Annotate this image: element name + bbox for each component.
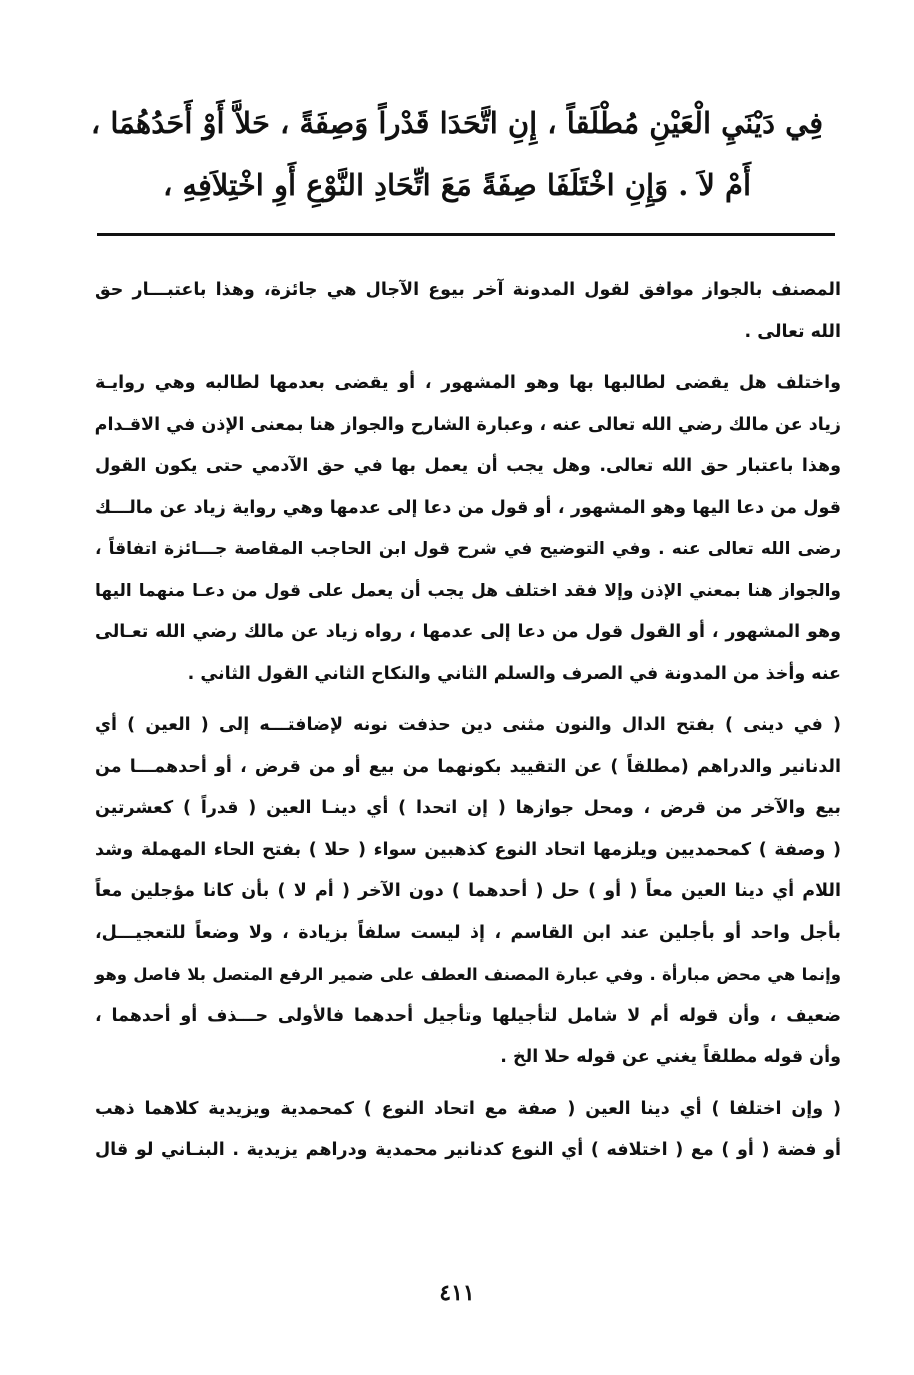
paragraph — [95, 363, 841, 695]
commentary-text — [95, 270, 841, 1182]
paragraph — [95, 270, 841, 353]
matn-text — [90, 92, 824, 216]
paragraph — [95, 1089, 841, 1172]
text-line: وأن قوله مطلقاً يغني عن قوله حلا الخ . — [500, 1047, 841, 1067]
text-line: ( وصفة ) كمحمديين ويلزمها اتحاد النوع كذهبين سواء ( حلا ) بفتح الحاء المهملة وشد — [95, 839, 841, 860]
text-line: اللام أي دينا العين معاً ( أو ) حل ( أحدهما ) دون الآخر ( أم لا ) بأن كانا مؤجلين معاً — [95, 881, 841, 901]
text-line: أو فضة ( أو ) مع ( اختلافه ) أي النوع كدنانير محمدية ودراهم يزيدية . البنـاني لو قال — [95, 1140, 841, 1160]
paragraph — [95, 705, 841, 1079]
text-line: بيع والآخر من قرض ، ومحل جوازها ( إن اتحدا ) أي دينـا العين ( قدراً ) كعشرتين — [95, 798, 841, 818]
text-line: وإنما هي محض مبارأة . وفي عبارة المصنف العطف على ضمير الرفع المتصل بلا فاصل وهو — [95, 965, 841, 984]
page-number: ٤١١ — [439, 1280, 475, 1306]
text-line: زياد عن مالك رضي الله تعالى عنه ، وعبارة الشارح والجواز هنا بمعنى الإذن في الاقـدام — [94, 414, 841, 435]
text-line: بأجل واحد أو بأجلين عند ابن القاسم ، إذ ليست سلفاً بزيادة ، ولا وضعاً للتعجيـــل، — [95, 922, 841, 943]
text-line: عنه وأخذ من المدونة في الصرف والسلم الثاني والنكاح الثاني القول الثاني . — [187, 663, 841, 684]
text-line: ( في دينى ) بفتح الدال والنون مثنى دين حذفت نونه لإضافتـــه إلى ( العين ) أي — [95, 715, 841, 735]
text-line: ضعيف ، وأن قوله أم لا شامل لتأجيلها وتأجيل أحدهما فالأولى حـــذف أو أحدهما ، — [95, 1005, 841, 1026]
text-line: الدنانير والدراهم (مطلقاً ) عن التقييد بكونهما من بيع أو من قرض ، أو أحدهمـــا من — [95, 756, 841, 777]
text-line: الله تعالى . — [744, 321, 841, 342]
text-line: رضى الله تعالى عنه . وفي التوضيح في شرح قول ابن الحاجب المقاصة جـــائزة اتفاقاً ، — [95, 539, 841, 559]
separator-rule — [97, 233, 835, 236]
text-line: وهو المشهور ، أو القول قول من دعا إلى عدمها ، رواه زياد عن مالك رضي الله تعـالى — [95, 622, 841, 642]
text-line: واختلف هل يقضى لطالبها بها وهو المشهور ، أو يقضى بعدمها لطالبه وهي روايـة — [95, 373, 841, 393]
matn-line: فِي دَيْنَيِ الْعَيْنِ مُطْلَقاً ، إِنِ اتَّحَدَا قَدْراً وَصِفَةً ، حَلاَّ أَوْ أَحَدُهُمَا ، — [90, 106, 824, 140]
text-line: ( وإن اختلفا ) أي دينا العين ( صفة مع اتحاد النوع ) كمحمدية ويزيدية كلاهما ذهب — [95, 1098, 841, 1119]
text-line: المصنف بالجواز موافق لقول المدونة آخر بيوع الآجال هي جائزة، وهذا باعتبـــار حق — [95, 280, 841, 300]
matn-line: أَمْ لاَ . وَإِنِ اخْتَلَفَا صِفَةً مَعَ اتِّحَادِ النَّوْعِ أَوِ اخْتِلاَفِهِ ، — [162, 168, 752, 202]
text-line: والجواز هنا بمعني الإذن وإلا فقد اختلف هل يجب أن يعمل على قول من دعـا منهما اليها — [95, 580, 841, 601]
text-line: وهذا باعتبار حق الله تعالى. وهل يجب أن يعمل بها في حق الآدمي حتى يكون القول — [95, 456, 841, 476]
text-line: قول من دعا اليها وهو المشهور ، أو قول من دعا إلى عدمها وهي رواية زياد عن مالـــك — [95, 497, 841, 518]
